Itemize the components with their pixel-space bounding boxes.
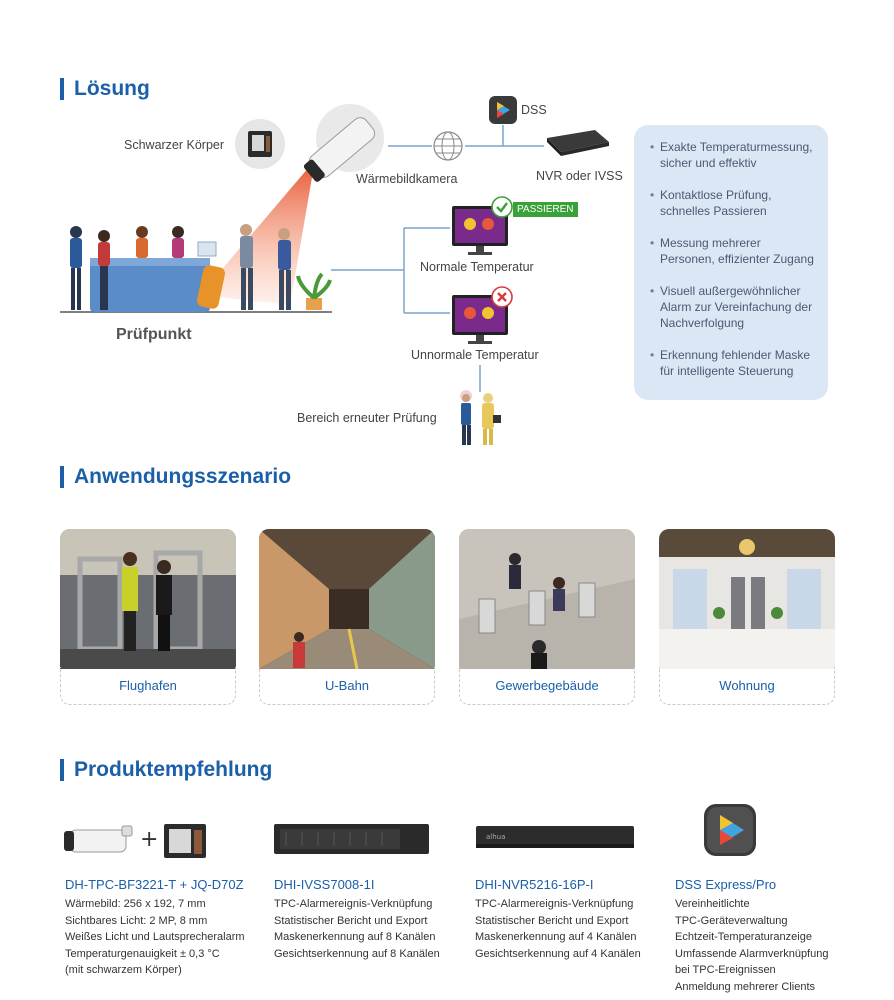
section-title-products: Produktempfehlung — [60, 759, 272, 781]
nvr-product-image — [474, 822, 636, 852]
black-body-label: Schwarzer Körper — [124, 138, 225, 152]
product-spec: (mit schwarzem Körper) — [65, 964, 182, 976]
alarm-cross-icon — [491, 286, 513, 308]
thermal-camera-label: Wärmebildkamera — [356, 172, 458, 186]
product-spec: TPC-Alarmereignis-Verknüpfung — [475, 898, 634, 910]
scenario-label-airport: Flughafen — [60, 667, 236, 705]
abnormal-temperature-label: Unnormale Temperatur — [411, 348, 539, 362]
scenario-card-subway — [259, 529, 435, 706]
product-spec: Statistischer Bericht und Export — [475, 914, 629, 927]
recheck-staff-icon — [452, 388, 504, 448]
airport-photo — [60, 529, 236, 669]
dss-label: DSS — [521, 103, 547, 117]
product-spec: Echtzeit-Temperaturanzeige — [675, 931, 812, 943]
product-spec: Statistischer Bericht und Export — [274, 914, 428, 927]
ivss-product-image — [272, 820, 432, 856]
svg-text:alhua: alhua — [486, 833, 506, 841]
normal-temperature-label: Normale Temperatur — [420, 260, 534, 274]
network-globe-icon — [432, 130, 464, 162]
feature-item: • Visuell außergewöhnlicher Alarm zur Vereinfachung der Nachverfolgung — [660, 283, 818, 331]
feature-item: • Exakte Temperaturmessung, sicher und effektiv — [660, 139, 818, 171]
feature-list-panel — [634, 125, 828, 400]
product-spec: Weißes Licht und Lautsprecheralarm — [65, 931, 245, 943]
product-spec: TPC-Geräteverwaltung — [675, 914, 788, 927]
subway-photo — [259, 529, 435, 669]
product-spec: Vereinheitlichte — [675, 898, 750, 910]
product-spec: Maskenerkennung auf 8 Kanälen — [274, 931, 436, 943]
dss-app-icon — [488, 95, 518, 125]
product-spec: Maskenerkennung auf 4 Kanälen — [475, 931, 637, 943]
checkpoint-label: Prüfpunkt — [116, 326, 192, 343]
section-title-scenarios: Anwendungsszenario — [60, 466, 291, 488]
recheck-area-label: Bereich erneuter Prüfung — [297, 411, 437, 425]
product-spec-list — [65, 896, 245, 979]
product-spec-list — [475, 896, 641, 962]
checkpoint-scene-illustration — [60, 216, 332, 316]
scenario-label-commercial-building: Gewerbegebäude — [459, 667, 635, 705]
product-spec-list — [274, 896, 440, 962]
product-spec-list — [675, 896, 828, 995]
pass-badge: PASSIEREN — [513, 202, 578, 217]
commercial-building-photo — [459, 529, 635, 669]
product-spec: Gesichtserkennung auf 4 Kanälen — [475, 947, 641, 960]
product-name: DSS Express/Pro — [675, 877, 777, 892]
scenario-label-subway: U-Bahn — [259, 667, 435, 705]
nvr-device-icon — [543, 126, 611, 160]
product-spec: Sichtbares Licht: 2 MP, 8 mm — [65, 914, 208, 927]
product-spec: bei TPC-Ereignissen — [675, 964, 776, 976]
product-name: DHI-IVSS7008-1I — [274, 877, 375, 892]
feature-item: • Messung mehrerer Personen, effizienter Zugang — [660, 235, 818, 267]
scenario-label-residence: Wohnung — [659, 667, 835, 705]
section-title-solution: Lösung — [60, 78, 150, 100]
svg-text:+: + — [140, 827, 159, 852]
dss-product-app-icon — [702, 802, 758, 858]
product-spec: TPC-Alarmereignis-Verknüpfung — [274, 898, 433, 910]
nvr-label: NVR oder IVSS — [536, 169, 623, 183]
feature-item: • Erkennung fehlender Maske für intelligente Steuerung — [660, 347, 818, 379]
scenario-card-commercial-building — [459, 529, 635, 706]
product-spec: Gesichtserkennung auf 8 Kanälen — [274, 947, 440, 960]
product-spec: Anmeldung mehrerer Clients — [675, 980, 816, 993]
product-spec: Temperaturgenauigkeit ± 0,3 °C — [65, 947, 220, 960]
scenario-card-residence — [659, 529, 835, 706]
product-spec: Wärmebild: 256 x 192, 7 mm — [65, 898, 206, 910]
feature-item: • Kontaktlose Prüfung, schnelles Passieren — [660, 187, 818, 219]
scenario-card-airport — [60, 529, 236, 706]
pass-check-icon — [491, 196, 513, 218]
product-name: DHI-NVR5216-16P-I — [475, 877, 594, 892]
product-name: DH-TPC-BF3221-T + JQ-D70Z — [65, 877, 244, 892]
residence-photo — [659, 529, 835, 669]
product-spec: Umfassende Alarmverknüpfung — [675, 947, 829, 960]
thermal-camera-product-image — [62, 818, 212, 864]
